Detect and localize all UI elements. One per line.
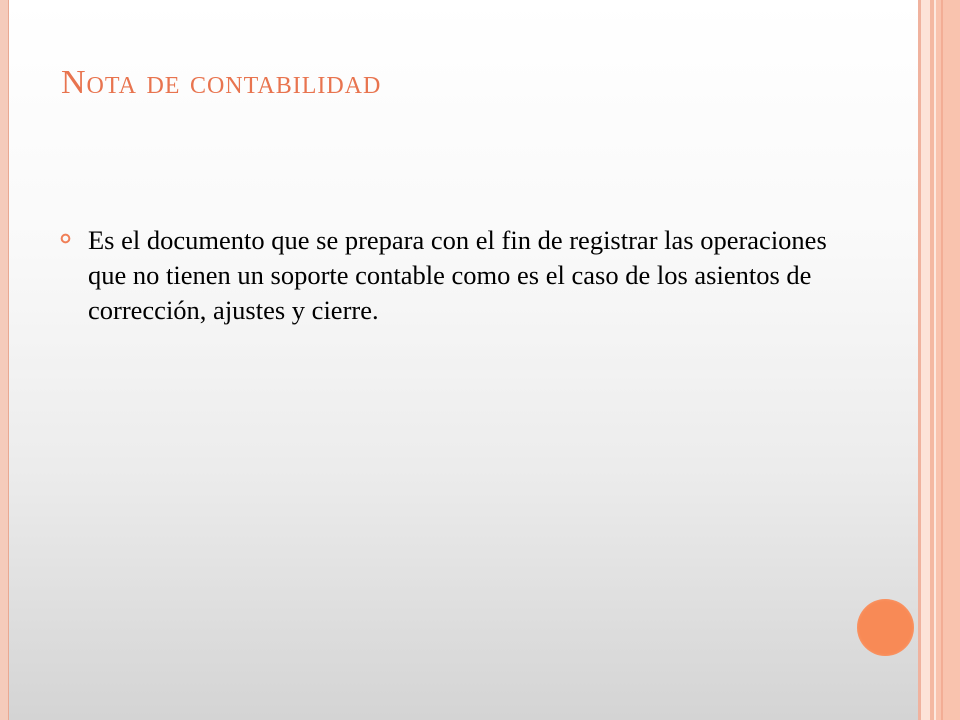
left-frame-border	[0, 0, 9, 720]
right-stripe	[941, 0, 943, 720]
slide-title: Nota de contabilidad	[61, 64, 382, 101]
content-panel	[9, 0, 918, 720]
bullet-text: Es el documento que se prepara con el fin de registrar las operaciones que no tienen un soporte contable como es el caso de los asientos de corrección, ajustes y cierre.	[88, 225, 827, 325]
right-stripe	[921, 0, 930, 720]
right-stripe	[936, 0, 960, 720]
ring-bullet-icon	[60, 233, 71, 244]
orange-circle-icon	[857, 599, 914, 656]
